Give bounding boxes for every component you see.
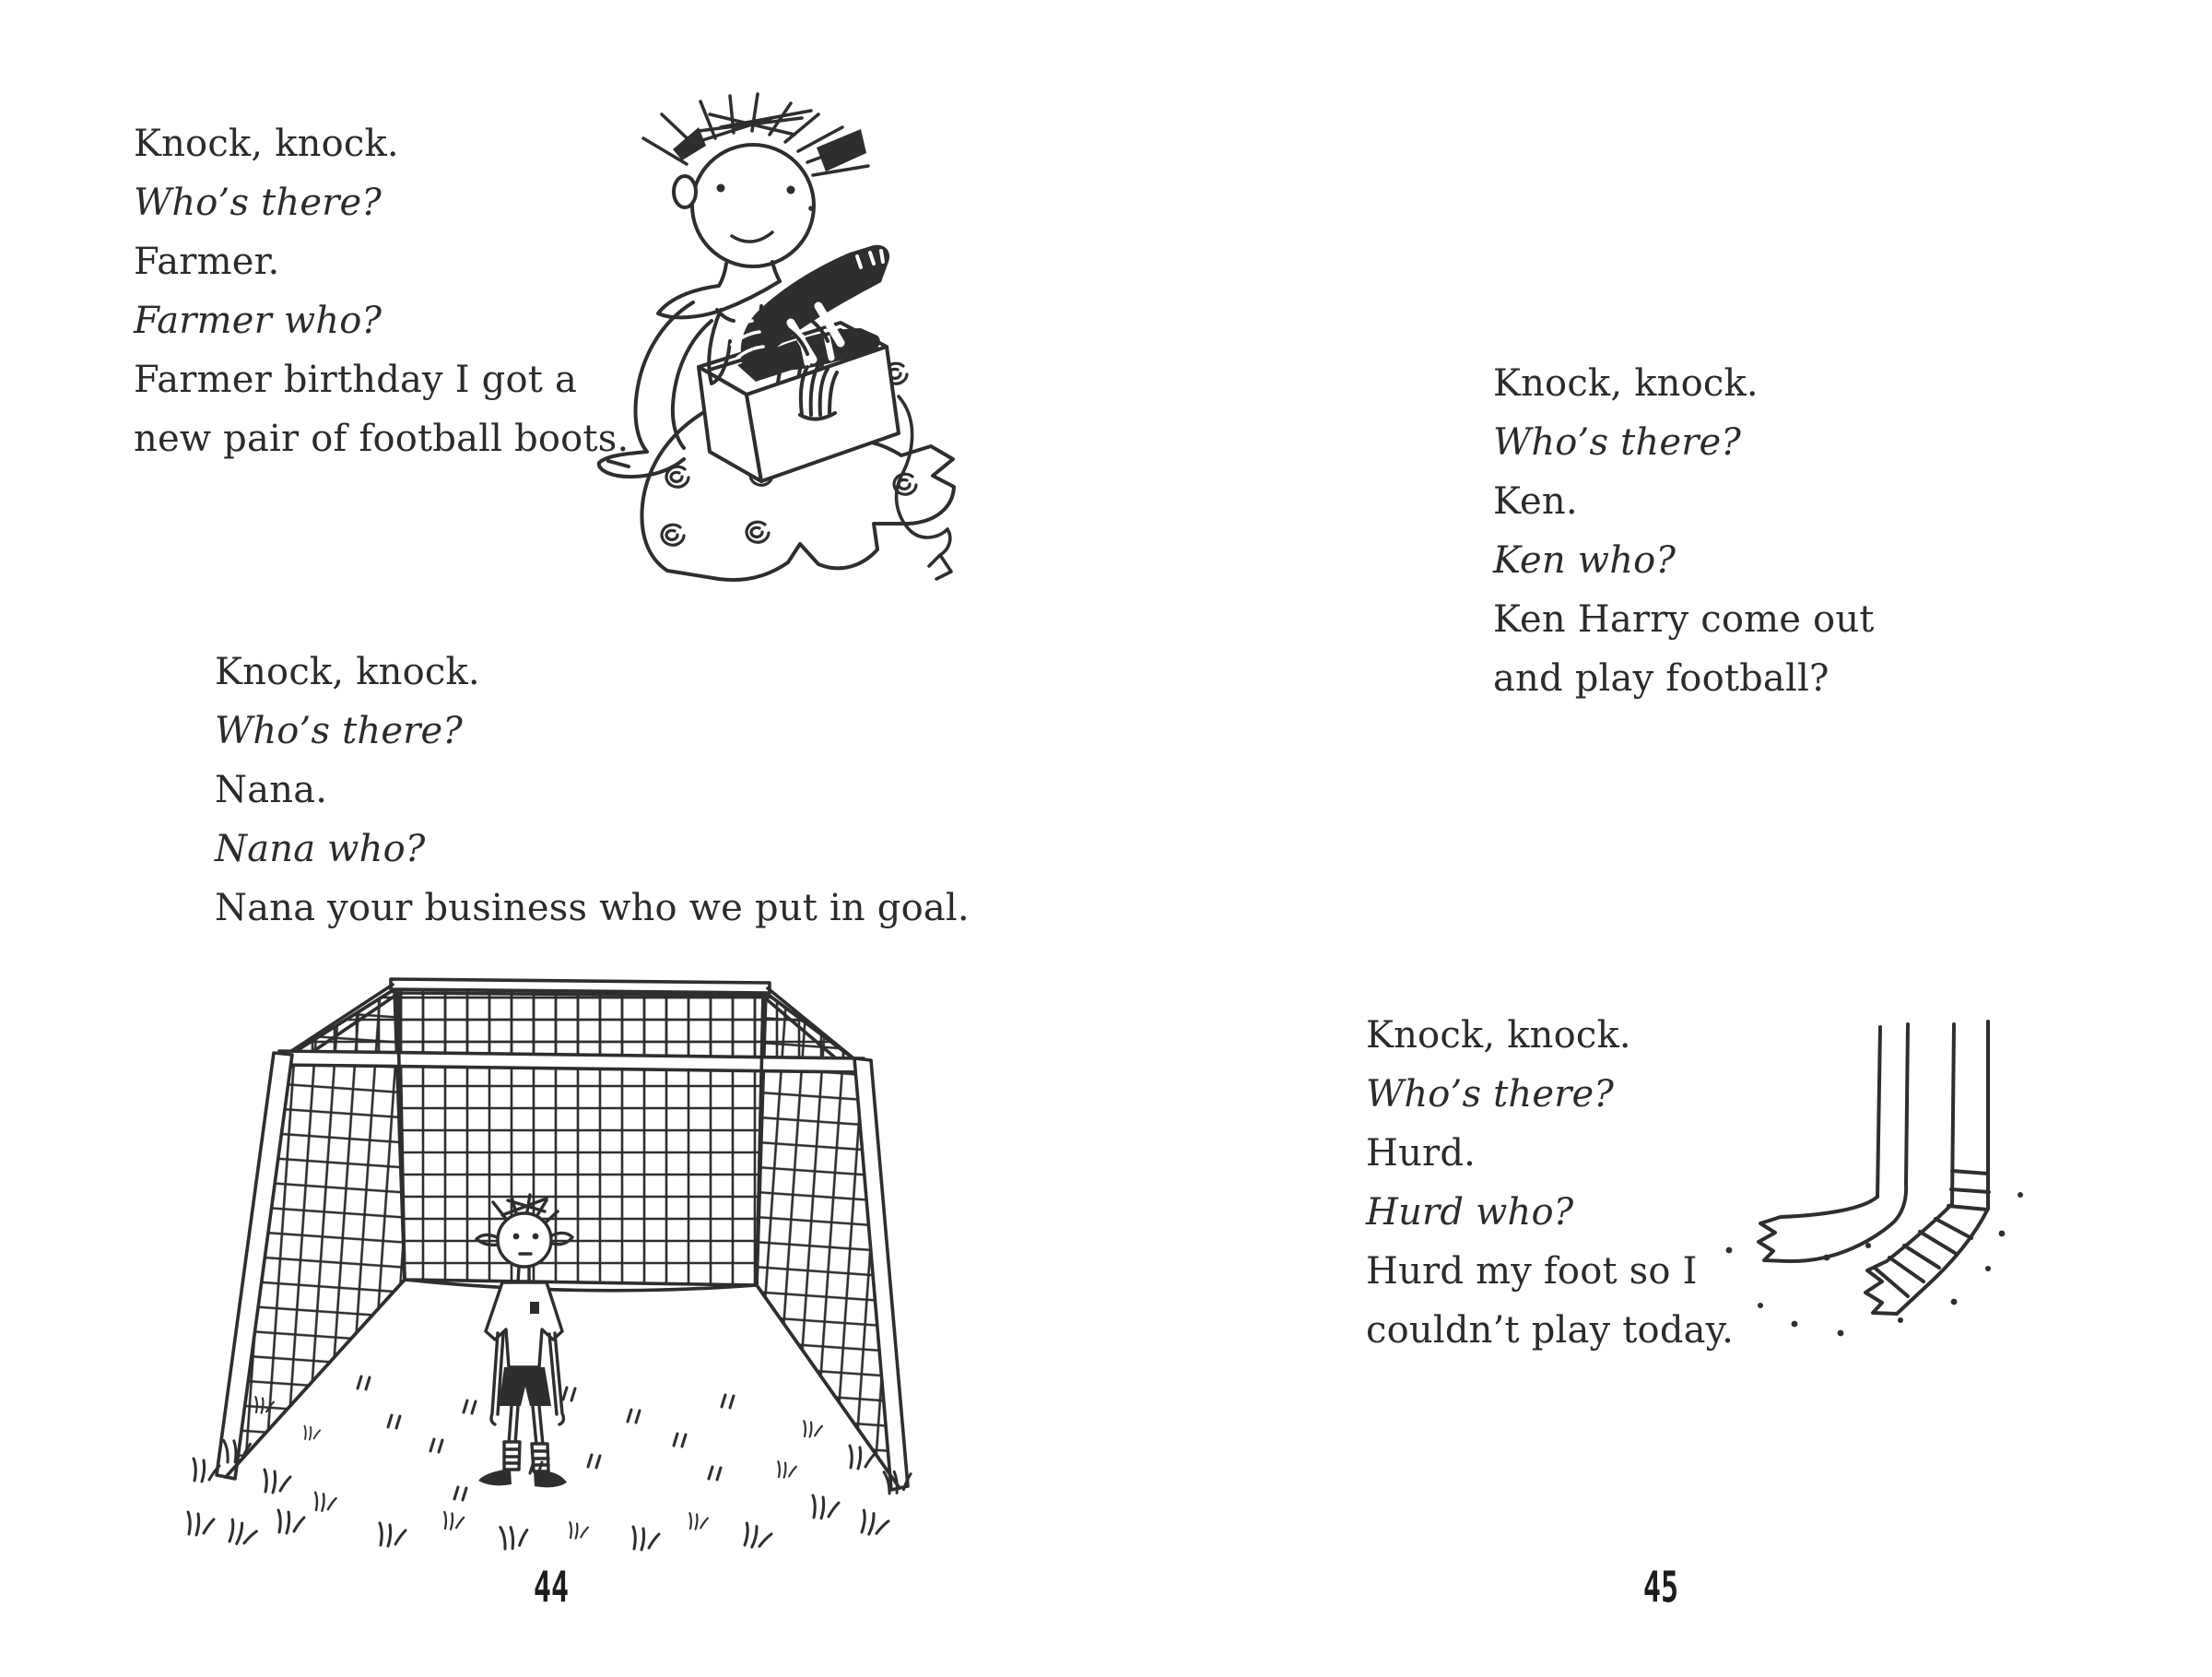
joke-line: Ken Harry come out xyxy=(1493,598,1875,641)
joke-line: Who’s there? xyxy=(134,182,382,224)
joke-block-ken xyxy=(1493,354,1875,708)
child-in-goal-illustration xyxy=(169,964,920,1554)
joke-line: Hurd who? xyxy=(1366,1191,1574,1234)
joke-block-nana xyxy=(215,643,970,938)
freckle-dot xyxy=(808,206,814,211)
child-eye xyxy=(533,1234,539,1240)
joke-line: Knock, knock. xyxy=(1366,1014,1631,1057)
boy-ear xyxy=(674,176,696,207)
grass-tufts xyxy=(188,1376,914,1550)
joke-line: Farmer. xyxy=(134,241,280,283)
joke-line: Knock, knock. xyxy=(1493,362,1759,405)
boy-eye xyxy=(787,186,795,195)
child-shoe xyxy=(478,1470,512,1485)
joke-line: Who’s there? xyxy=(215,710,464,752)
page-number-right: 45 xyxy=(1642,1563,1679,1613)
joke-line: Ken who? xyxy=(1493,539,1677,582)
child-legs xyxy=(509,1406,543,1445)
shirt-badge xyxy=(530,1302,539,1314)
bare-leg-and-foot xyxy=(1759,1024,1908,1261)
joke-line: couldn’t play today. xyxy=(1366,1309,1735,1352)
joke-block-hurd xyxy=(1366,1006,1734,1360)
joke-line: Hurd my foot so I xyxy=(1366,1250,1698,1293)
joke-line: Nana your business who we put in goal. xyxy=(215,887,970,929)
joke-line: and play football? xyxy=(1493,657,1830,700)
joke-line: Who’s there? xyxy=(1366,1073,1615,1116)
boy-opening-boot-box-illustration xyxy=(581,90,1115,599)
child-eye xyxy=(513,1234,520,1240)
joke-line: Nana who? xyxy=(215,828,426,870)
joke-line: Ken. xyxy=(1493,480,1578,523)
joke-line: Who’s there? xyxy=(1493,421,1742,464)
bandaged-leg-and-foot xyxy=(1865,1022,1989,1314)
joke-line: Knock, knock. xyxy=(134,123,399,165)
joke-line: Nana. xyxy=(215,769,328,811)
joke-block-farmer xyxy=(134,114,629,468)
child-shorts xyxy=(499,1367,551,1406)
joke-line: Farmer who? xyxy=(134,300,382,342)
joke-line: Farmer birthday I got a xyxy=(134,359,578,401)
joke-line: Hurd. xyxy=(1366,1132,1477,1175)
page-number-left: 44 xyxy=(533,1563,570,1613)
boy-eye xyxy=(717,184,725,193)
joke-line: new pair of football boots. xyxy=(134,418,629,460)
joke-line: Knock, knock. xyxy=(215,651,480,693)
bandaged-foot-illustration xyxy=(1716,974,2034,1370)
